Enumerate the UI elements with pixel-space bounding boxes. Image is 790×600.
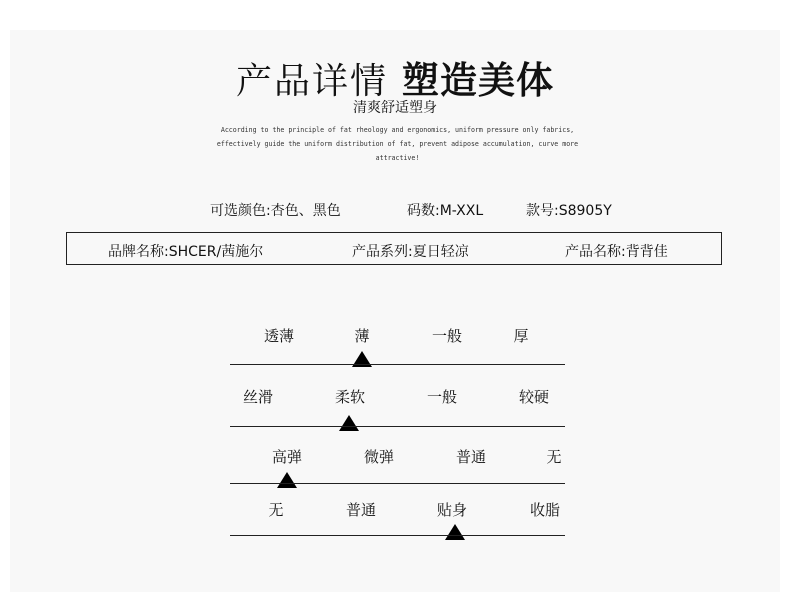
title-light: 产品详情 — [235, 61, 388, 102]
scale-line — [230, 535, 565, 536]
scale-option: 收脂 — [529, 501, 561, 519]
scale-option: 贴身 — [436, 501, 468, 519]
scale-marker-icon — [445, 524, 465, 540]
info-brand: 品牌名称:SHCER/茜施尔 — [108, 244, 264, 260]
scale-marker-icon — [339, 415, 359, 431]
scale-line — [230, 426, 565, 427]
scale-option: 柔软 — [334, 388, 366, 406]
scale-option: 无 — [268, 501, 284, 519]
scale-option: 透薄 — [263, 327, 295, 345]
page-title — [0, 50, 790, 104]
product-info-box — [66, 232, 722, 265]
scale-marker-icon — [277, 472, 297, 488]
spec-style-number: 款号:S8905Y — [526, 203, 612, 219]
scale-option: 普通 — [455, 448, 487, 466]
scale-option: 厚 — [513, 327, 529, 345]
scale-option: 一般 — [431, 327, 463, 345]
scale-option: 薄 — [354, 327, 370, 345]
info-product-name: 产品名称:背背佳 — [565, 244, 668, 260]
spec-colors: 可选颜色:杏色、黑色 — [210, 203, 341, 219]
info-series: 产品系列:夏日轻凉 — [352, 244, 469, 260]
scale-option: 普通 — [345, 501, 377, 519]
page-subtitle: 清爽舒适塑身 — [353, 100, 437, 116]
spec-sizes: 码数:M-XXL — [407, 203, 484, 219]
scale-option: 高弹 — [271, 448, 303, 466]
product-description: According to the principle of fat rheology and ergonomics, uniform pressure only fabrics, effectively guide the uniform distribution of fat, prevent adipose accumulation, curve more attractive! — [216, 126, 579, 162]
title-bold: 塑造美体 — [402, 59, 554, 102]
scale-option: 微弹 — [363, 448, 395, 466]
scale-option: 一般 — [426, 388, 458, 406]
scale-option: 丝滑 — [242, 388, 274, 406]
scale-option: 较硬 — [518, 388, 550, 406]
scale-option: 无 — [546, 448, 562, 466]
scale-line — [230, 364, 565, 365]
scale-line — [230, 483, 565, 484]
